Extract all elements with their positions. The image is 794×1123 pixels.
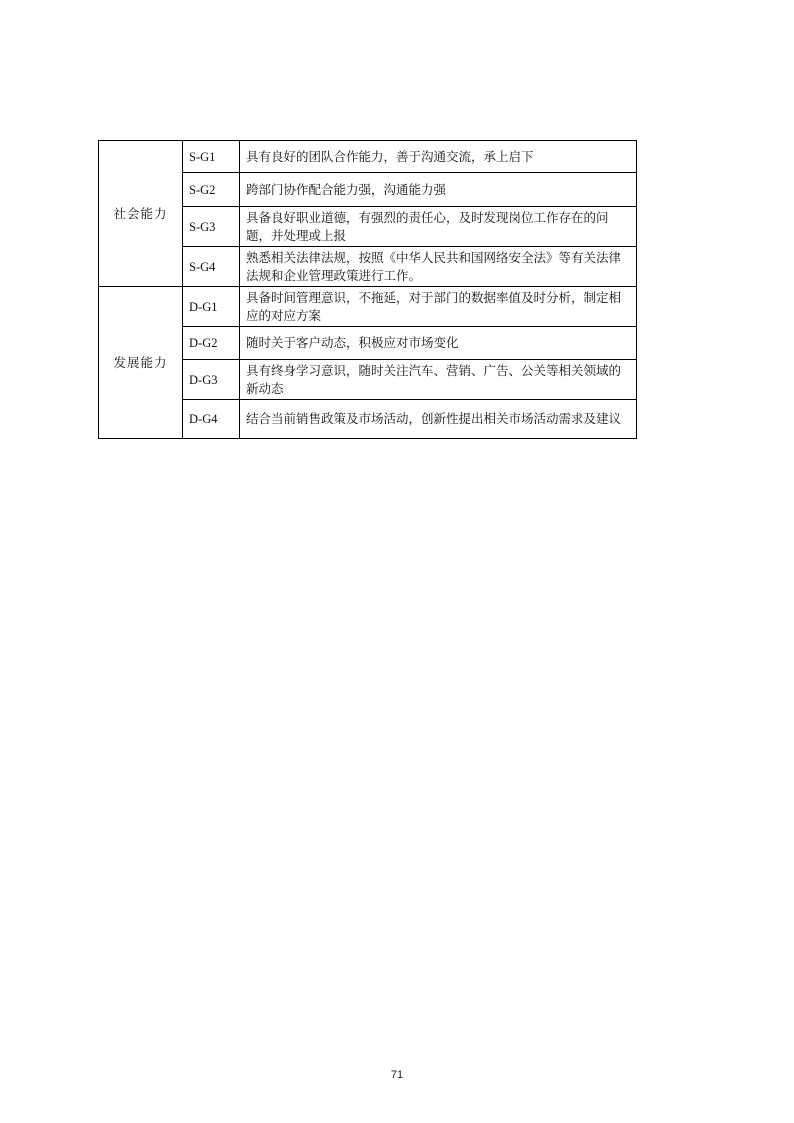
code-cell: D-G3: [183, 360, 240, 400]
code-cell: D-G1: [183, 287, 240, 327]
description-cell: 具有良好的团队合作能力，善于沟通交流，承上启下: [240, 141, 637, 173]
description-cell: 随时关于客户动态，积极应对市场变化: [240, 327, 637, 360]
category-cell-social: 社会能力: [99, 141, 183, 287]
code-cell: D-G4: [183, 400, 240, 439]
description-cell: 熟悉相关法律法规，按照《中华人民共和国网络安全法》等有关法律法规和企业管理政策进行工作。: [240, 247, 637, 287]
description-cell: 具备良好职业道德，有强烈的责任心，及时发现岗位工作存在的问题，并处理或上报: [240, 207, 637, 247]
description-cell: 具有终身学习意识，随时关注汽车、营销、广告、公关等相关领域的新动态: [240, 360, 637, 400]
table-row: [99, 287, 637, 327]
page-number: 71: [390, 1069, 404, 1081]
code-cell: S-G3: [183, 207, 240, 247]
ability-table: [98, 140, 637, 439]
code-cell: D-G2: [183, 327, 240, 360]
description-cell: 结合当前销售政策及市场活动，创新性提出相关市场活动需求及建议: [240, 400, 637, 439]
code-cell: S-G2: [183, 173, 240, 207]
code-cell: S-G1: [183, 141, 240, 173]
description-cell: 跨部门协作配合能力强，沟通能力强: [240, 173, 637, 207]
code-cell: S-G4: [183, 247, 240, 287]
category-cell-development: 发展能力: [99, 287, 183, 439]
table-row: [99, 141, 637, 173]
description-cell: 具备时间管理意识，不拖延，对于部门的数据率值及时分析，制定相应的对应方案: [240, 287, 637, 327]
